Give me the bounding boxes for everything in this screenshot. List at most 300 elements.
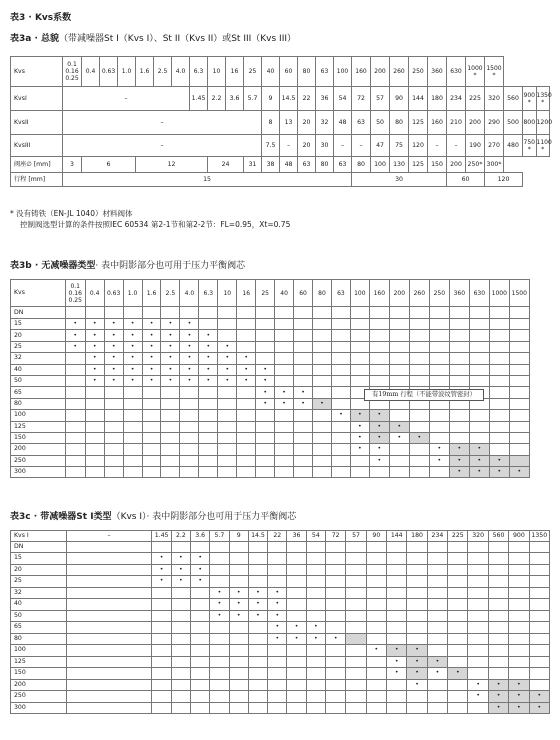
table-cell (191, 645, 210, 657)
table-cell (294, 410, 313, 421)
table-cell: – (63, 135, 262, 157)
table-cell: 80 (352, 157, 371, 173)
kvs-header-cell: 6.3 (190, 57, 208, 87)
table-cell (350, 375, 369, 386)
kvs-header-cell: 225 (448, 531, 468, 542)
table-cell (448, 553, 468, 565)
table-cell: 560 (504, 87, 523, 111)
kvs-header-cell: 250 (409, 57, 428, 87)
table-cell (287, 679, 306, 691)
table-cell (123, 307, 142, 319)
table-cell: 125 (409, 111, 428, 135)
availability-dot: • (123, 364, 142, 375)
table-cell (104, 307, 123, 319)
table-cell (161, 444, 180, 455)
table-cell (237, 455, 256, 466)
table-row (11, 319, 550, 330)
table-cell (325, 679, 345, 691)
table-row (11, 691, 550, 703)
table-cell (171, 599, 190, 611)
table-cell (325, 622, 345, 634)
table-cell (448, 610, 468, 622)
table-cell (488, 633, 508, 645)
availability-dot: • (256, 398, 275, 409)
availability-dot: • (65, 330, 85, 341)
table-cell (427, 702, 447, 714)
table-cell (275, 410, 294, 421)
table-cell (152, 679, 171, 691)
table-cell (65, 375, 85, 386)
table-cell (237, 421, 256, 432)
table-row (11, 553, 550, 565)
availability-dot: • (210, 610, 229, 622)
table-cell (427, 542, 447, 553)
table-cell (387, 633, 407, 645)
kvs-header-cell: 250 (429, 280, 449, 307)
table-cell: 130 (390, 157, 409, 173)
availability-dot: • (256, 364, 275, 375)
table-cell (509, 587, 529, 599)
availability-dot: • (142, 330, 161, 341)
table-row (11, 564, 550, 576)
table-cell (509, 455, 529, 466)
dn-label: 200 (11, 444, 66, 455)
table-cell: 15 (63, 173, 352, 187)
table-cell (387, 553, 407, 565)
table-cell (237, 330, 256, 341)
table-cell (210, 553, 229, 565)
table-cell (66, 633, 152, 645)
kvs-header-cell: 0.63 (100, 57, 118, 87)
table-cell (350, 364, 369, 375)
table-3b-heading: 表3b · 无减噪器类型· 表中阴影部分也可用于压力平衡阀芯 (10, 261, 246, 271)
table-cell (256, 341, 275, 352)
table-cell (229, 553, 248, 565)
table-cell (199, 444, 218, 455)
table-cell (350, 319, 369, 330)
table-cell: 36 (316, 87, 334, 111)
table-cell (312, 432, 331, 443)
table-cell (389, 330, 409, 341)
table-row (11, 135, 550, 157)
table-cell (66, 587, 152, 599)
table-cell (489, 341, 509, 352)
table-cell (331, 398, 350, 409)
table-cell (449, 364, 469, 375)
availability-dot: • (161, 364, 180, 375)
table-cell (369, 375, 389, 386)
table-cell (275, 375, 294, 386)
table-cell (275, 421, 294, 432)
kvs-header-cell: 234 (427, 531, 447, 542)
table-cell (427, 679, 447, 691)
kvs-header-cell: 80 (298, 57, 316, 87)
kvs-header-cell: 560 (488, 531, 508, 542)
table-cell: 320 (485, 87, 504, 111)
table-cell (312, 421, 331, 432)
table-cell (85, 432, 104, 443)
table-cell (142, 444, 161, 455)
table-cell (218, 421, 237, 432)
table-cell (152, 691, 171, 703)
kvs-header-cell: – (66, 531, 152, 542)
table-cell (275, 353, 294, 364)
table-cell (427, 645, 447, 657)
dn-label: 125 (11, 421, 66, 432)
table-cell (85, 444, 104, 455)
table-cell (325, 553, 345, 565)
table-cell (287, 599, 306, 611)
table-cell (509, 610, 529, 622)
table-cell (65, 432, 85, 443)
row-label: KvsIII (11, 135, 63, 157)
table-cell (237, 387, 256, 398)
availability-dot: • (369, 421, 389, 432)
table-cell: 900 * (523, 87, 537, 111)
table-cell: 30 (352, 173, 447, 187)
availability-dot: • (331, 410, 350, 421)
table-cell (237, 467, 256, 478)
table-cell (275, 330, 294, 341)
table-cell: 63 (298, 157, 316, 173)
table-cell (449, 330, 469, 341)
table-cell (268, 553, 287, 565)
table-cell (407, 564, 427, 576)
table-cell (366, 610, 386, 622)
table-cell (529, 656, 549, 668)
table-cell (312, 444, 331, 455)
table-cell (325, 668, 345, 680)
no-noise-reducer-table (10, 279, 550, 478)
table-cell (409, 467, 429, 478)
table-cell: 144 (409, 87, 428, 111)
table-cell (389, 319, 409, 330)
availability-dot: • (142, 319, 161, 330)
availability-dot: • (468, 691, 488, 703)
table-cell (468, 645, 488, 657)
table-cell (294, 467, 313, 478)
table-cell (180, 455, 199, 466)
availability-dot: • (469, 444, 489, 455)
table-cell (369, 353, 389, 364)
table-cell (312, 375, 331, 386)
kvs-header-cell: 2.2 (171, 531, 190, 542)
table-cell (387, 587, 407, 599)
table-cell (449, 307, 469, 319)
table-cell (210, 656, 229, 668)
table-cell (65, 387, 85, 398)
table-cell (104, 444, 123, 455)
kvs-header-label: Kvs (11, 57, 63, 87)
dn-label: 25 (11, 576, 67, 588)
table-cell (407, 633, 427, 645)
availability-dot: • (229, 599, 248, 611)
availability-dot: • (199, 364, 218, 375)
table-cell (427, 587, 447, 599)
row-label: 行程 [mm] (11, 173, 63, 187)
table-cell (489, 398, 509, 409)
table-cell: 24 (208, 157, 244, 173)
table-row (11, 375, 550, 386)
table-cell: 190 (466, 135, 485, 157)
table-cell (256, 421, 275, 432)
table-cell (287, 587, 306, 599)
table-cell (509, 364, 529, 375)
table-cell (448, 679, 468, 691)
table-row (11, 702, 550, 714)
availability-dot: • (306, 622, 325, 634)
table-cell (248, 668, 267, 680)
table-cell (529, 622, 549, 634)
table-cell (210, 679, 229, 691)
table-cell (489, 387, 509, 398)
dn-label: DN (11, 307, 66, 319)
table-row (11, 679, 550, 691)
table-cell (409, 455, 429, 466)
availability-dot: • (85, 375, 104, 386)
table-cell (66, 564, 152, 576)
table-cell (448, 691, 468, 703)
table-cell (65, 410, 85, 421)
table-cell (448, 645, 468, 657)
table-cell (448, 633, 468, 645)
table-cell (468, 702, 488, 714)
table-cell (346, 691, 366, 703)
availability-dot: • (509, 702, 529, 714)
table-cell (191, 668, 210, 680)
table-cell (180, 421, 199, 432)
table-cell: 20 (298, 135, 316, 157)
availability-dot: • (85, 319, 104, 330)
table-cell (331, 432, 350, 443)
table-cell (489, 330, 509, 341)
table-cell (488, 610, 508, 622)
table-cell (325, 599, 345, 611)
kvs-header-cell: 63 (316, 57, 334, 87)
table-cell (306, 702, 325, 714)
kvs-header-cell: 1.0 (118, 57, 136, 87)
availability-dot: • (294, 387, 313, 398)
dn-label: 200 (11, 679, 67, 691)
table-row (11, 587, 550, 599)
table-cell (294, 432, 313, 443)
availability-dot: • (199, 341, 218, 352)
table-cell (294, 319, 313, 330)
table-cell (268, 679, 287, 691)
table-cell (312, 330, 331, 341)
table-cell (331, 319, 350, 330)
availability-dot: • (152, 553, 171, 565)
table-cell (218, 432, 237, 443)
table-cell: 6 (82, 157, 136, 173)
availability-dot: • (448, 668, 468, 680)
row-label: KvsI (11, 87, 63, 111)
table-cell: 50 (371, 111, 390, 135)
table-cell (529, 610, 549, 622)
kvs-header-label: Kvs (11, 280, 66, 307)
table-cell (142, 398, 161, 409)
table-cell: 1350 * (536, 87, 550, 111)
table-cell (429, 341, 449, 352)
table-cell (287, 702, 306, 714)
table-cell (256, 467, 275, 478)
table-cell (409, 341, 429, 352)
table-cell (387, 564, 407, 576)
table-cell (387, 610, 407, 622)
table-cell (229, 702, 248, 714)
table-cell (429, 307, 449, 319)
table-cell (180, 398, 199, 409)
table-cell (256, 410, 275, 421)
kvs-header-cell: 320 (468, 531, 488, 542)
table-cell: 480 (504, 135, 523, 157)
availability-dot: • (191, 553, 210, 565)
table-cell (123, 444, 142, 455)
kvs-header-cell: 1350 (529, 531, 549, 542)
table-cell (66, 679, 152, 691)
availability-dot: • (123, 353, 142, 364)
table-cell (65, 444, 85, 455)
table-cell (199, 421, 218, 432)
table-cell: 9 (262, 87, 280, 111)
table-cell (449, 341, 469, 352)
table-row (11, 87, 550, 111)
table-cell (191, 610, 210, 622)
availability-dot: • (407, 668, 427, 680)
table-cell (469, 375, 489, 386)
table-cell (489, 444, 509, 455)
table-cell: – (63, 87, 190, 111)
table-cell (366, 679, 386, 691)
table-cell (275, 467, 294, 478)
table-cell (66, 691, 152, 703)
dn-label: DN (11, 542, 67, 553)
table-cell (427, 564, 447, 576)
kvs-header-cell: 160 (369, 280, 389, 307)
availability-dot: • (152, 576, 171, 588)
table-cell (191, 679, 210, 691)
availability-dot: • (171, 576, 190, 588)
table-cell (268, 564, 287, 576)
table-cell: – (447, 135, 466, 157)
table-cell (509, 564, 529, 576)
table-cell (287, 668, 306, 680)
table-cell (346, 587, 366, 599)
availability-dot: • (275, 398, 294, 409)
table-cell (248, 702, 267, 714)
table-cell (468, 633, 488, 645)
availability-dot: • (104, 319, 123, 330)
table-cell (489, 375, 509, 386)
table-cell (529, 645, 549, 657)
availability-dot: • (180, 319, 199, 330)
availability-dot: • (256, 375, 275, 386)
table-cell (152, 656, 171, 668)
table-cell (306, 564, 325, 576)
dn-label: 300 (11, 467, 66, 478)
table-cell (427, 633, 447, 645)
availability-dot: • (366, 645, 386, 657)
table-cell (366, 622, 386, 634)
table-cell (66, 702, 152, 714)
table-cell (152, 668, 171, 680)
table-cell (366, 633, 386, 645)
table-cell (229, 679, 248, 691)
table-cell (161, 467, 180, 478)
table-cell (229, 542, 248, 553)
availability-dot: • (369, 444, 389, 455)
table-cell: 80 (316, 157, 334, 173)
table-cell (448, 576, 468, 588)
table-cell (287, 576, 306, 588)
table-cell (199, 307, 218, 319)
table-cell (191, 599, 210, 611)
table-cell: 47 (371, 135, 390, 157)
availability-dot: • (468, 679, 488, 691)
table-cell (248, 542, 267, 553)
table-cell (331, 387, 350, 398)
availability-dot: • (449, 467, 469, 478)
dn-label: 150 (11, 432, 66, 443)
availability-dot: • (218, 375, 237, 386)
table-row (11, 610, 550, 622)
table-cell (389, 375, 409, 386)
dn-label: 15 (11, 319, 66, 330)
kvs-header-cell: 2.5 (161, 280, 180, 307)
table-cell (325, 610, 345, 622)
kvs-header-cell: 1.6 (142, 280, 161, 307)
table-cell (66, 553, 152, 565)
kvs-header-cell: 25 (244, 57, 262, 87)
availability-dot: • (248, 610, 267, 622)
availability-dot: • (287, 633, 306, 645)
table-cell (275, 364, 294, 375)
table-cell (448, 702, 468, 714)
table-cell (366, 668, 386, 680)
table-cell (448, 542, 468, 553)
table-cell (171, 691, 190, 703)
row-label: 阀座∅ [mm] (11, 157, 63, 173)
table-cell (429, 432, 449, 443)
table-row (11, 622, 550, 634)
availability-dot: • (427, 656, 447, 668)
dn-label: 32 (11, 353, 66, 364)
table-cell (346, 599, 366, 611)
availability-dot: • (248, 587, 267, 599)
availability-dot: • (449, 455, 469, 466)
table-cell (171, 622, 190, 634)
table-cell (489, 421, 509, 432)
table-cell (468, 599, 488, 611)
table-cell (248, 553, 267, 565)
table-cell (180, 444, 199, 455)
table-cell (229, 668, 248, 680)
table-cell: 160 (428, 111, 447, 135)
kvs-header-label: Kvs I (11, 531, 67, 542)
table-cell (409, 421, 429, 432)
table-cell (85, 410, 104, 421)
table-cell (248, 576, 267, 588)
table-cell (468, 610, 488, 622)
table-cell (210, 702, 229, 714)
dn-label: 25 (11, 341, 66, 352)
table-cell (407, 587, 427, 599)
table-cell (488, 542, 508, 553)
table-cell (256, 307, 275, 319)
table-cell: 22 (298, 87, 316, 111)
table-cell (287, 645, 306, 657)
kvs-header-cell: 72 (325, 531, 345, 542)
